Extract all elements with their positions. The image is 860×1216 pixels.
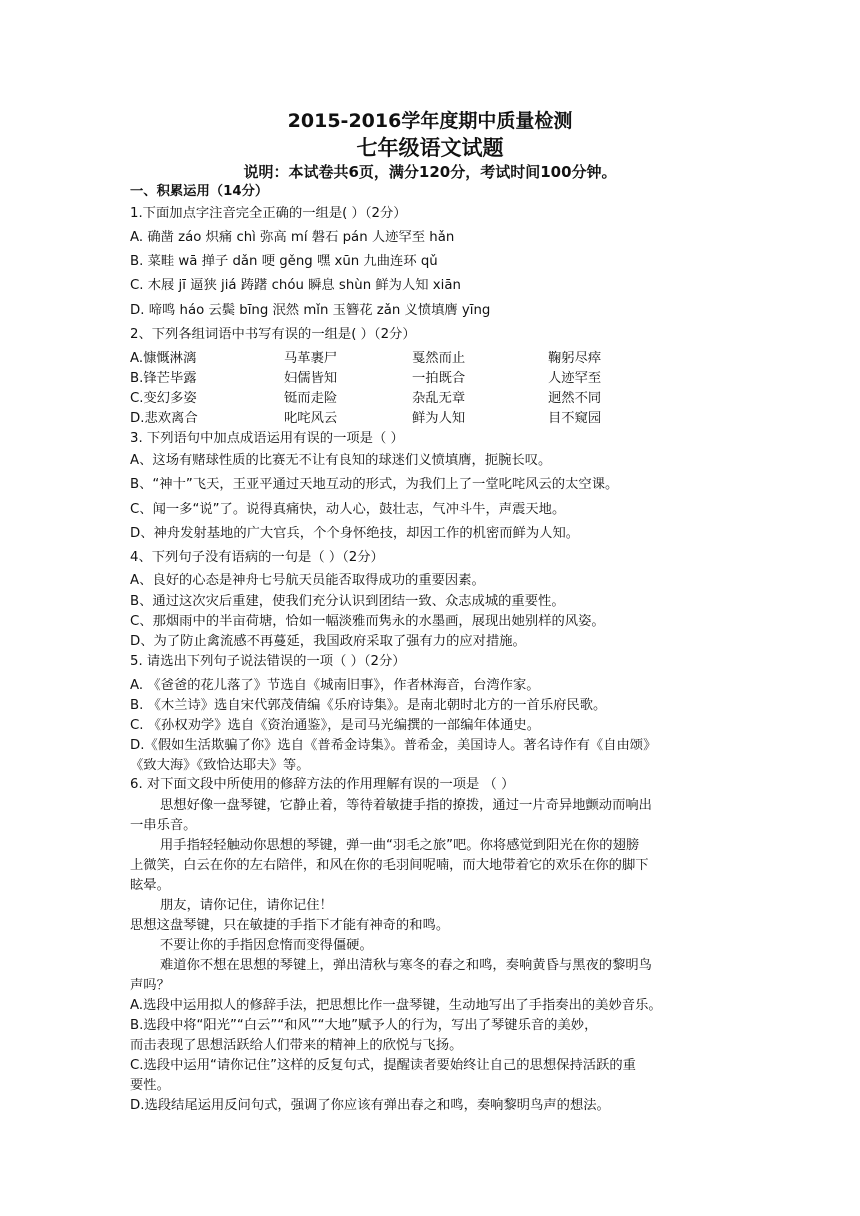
q5-option-d-continued: 《致大海》《致恰达耶夫》等。 — [130, 758, 310, 773]
q1-option-d: D. 啼鸣 háo 云鬓 bīng 泯然 mǐn 玉簪花 zǎn 义愤填膺 yīng — [130, 303, 491, 318]
exam-subtitle: 七年级语文试题 — [356, 136, 504, 160]
q5-option-a: A. 《爸爸的花儿落了》节选自《城南旧事》，作者林海音，台湾作家。 — [130, 678, 540, 693]
q3-stem: 3. 下列语句中加点成语运用有误的一项是（ ） — [130, 431, 404, 446]
q5-option-d: D.《假如生活欺骗了你》选自《普希金诗集》。普希金，美国诗人。著名诗作有《自由颂》 — [130, 738, 657, 753]
q4-option-c: C、那烟雨中的半亩荷塘，恰如一幅淡雅而隽永的水墨画，展现出她别样的风姿。 — [130, 614, 605, 629]
q1-stem: 1.下面加点字注音完全正确的一组是( ）（2分） — [130, 206, 407, 221]
q6-option-a: A.选段中运用拟人的修辞手法，把思想比作一盘琴键，生动地写出了手指奏出的美妙音乐。 — [130, 998, 662, 1013]
q2-cell: B.锋芒毕露 — [130, 371, 197, 386]
q5-stem: 5. 请选出下列句子说法错误的一项（ ）（2分） — [130, 654, 406, 669]
q6-option-c-continued: 要性。 — [130, 1078, 170, 1093]
q2-cell: 马革裹尸 — [284, 351, 338, 366]
q4-stem: 4、下列句子没有语病的一句是（ ）（2分） — [130, 550, 384, 565]
exam-instructions: 说明：本试卷共6页，满分120分，考试时间100分钟。 — [243, 163, 617, 181]
passage-line: 声吗？ — [130, 978, 170, 993]
q6-option-c: C.选段中运用“请你记住”这样的反复句式，提醒读者要始终让自己的思想保持活跃的重 — [130, 1058, 636, 1073]
q2-cell: 目不窥园 — [548, 411, 602, 426]
q2-cell: 杂乱无章 — [412, 391, 466, 406]
q2-cell: 铤而走险 — [284, 391, 338, 406]
passage-line: 上微笑，白云在你的左右陪伴，和风在你的毛羽间呢喃，而大地带着它的欢乐在你的脚下 — [130, 858, 649, 873]
q2-cell: D.悲欢离合 — [130, 411, 198, 426]
passage-line: 难道你不想在思想的琴键上，弹出清秋与寒冬的春之和鸣，奏响黄昏与黑夜的黎明鸟 — [160, 958, 652, 973]
passage-line: 一串乐音。 — [130, 818, 197, 833]
section-heading: 一、积累运用（14分） — [130, 184, 269, 199]
passage-line: 眩晕。 — [130, 878, 170, 893]
passage-line: 用手指轻轻触动你思想的琴键，弹一曲“羽毛之旅”吧。你将感觉到阳光在你的翅膀 — [160, 838, 640, 853]
q5-option-b: B. 《木兰诗》选自宋代郭茂倩编《乐府诗集》。是南北朝时北方的一首乐府民歌。 — [130, 698, 607, 713]
q2-cell: 人迹罕至 — [548, 371, 602, 386]
q2-cell: 戛然而止 — [412, 351, 466, 366]
q2-cell: 一拍既合 — [412, 371, 466, 386]
q2-cell: C.变幻多姿 — [130, 391, 197, 406]
q6-stem: 6. 对下面文段中所使用的修辞方法的作用理解有误的一项是 （ ） — [130, 777, 515, 792]
q4-option-b: B、通过这次灾后重建，使我们充分认识到团结一致、众志成城的重要性。 — [130, 594, 565, 609]
q3-option-a: A、这场有赌球性质的比赛无不让有良知的球迷们义愤填膺，扼腕长叹。 — [130, 453, 552, 468]
passage-line: 思想这盘琴键，只在敏捷的手指下才能有神奇的和鸣。 — [130, 918, 450, 933]
q6-option-b-continued: 而击表现了思想活跃给人们带来的精神上的欣悦与飞扬。 — [130, 1038, 463, 1053]
q4-option-a: A、良好的心态是神舟七号航天员能否取得成功的重要因素。 — [130, 573, 485, 588]
q1-option-c: C. 木屐 jī 逼狭 jiá 踌躇 chóu 瞬息 shùn 鲜为人知 xiān — [130, 278, 461, 293]
exam-title: 2015-2016学年度期中质量检测 — [287, 110, 573, 132]
q2-cell: 鲜为人知 — [412, 411, 466, 426]
q3-option-d: D、神舟发射基地的广大官兵，个个身怀绝技，却因工作的机密而鲜为人知。 — [130, 526, 580, 541]
passage-line: 朋友，请你记住，请你记住！ — [160, 898, 333, 913]
q2-cell: 叱咤风云 — [284, 411, 338, 426]
q5-option-c: C. 《孙权劝学》选自《资治通鉴》，是司马光编撰的一部编年体通史。 — [130, 718, 540, 733]
q3-option-b: B、“神十”飞天，王亚平通过天地互动的形式，为我们上了一堂叱咤风云的太空课。 — [130, 477, 619, 492]
q4-option-d: D、为了防止禽流感不再蔓延，我国政府采取了强有力的应对措施。 — [130, 634, 526, 649]
q2-cell: 鞠躬尽瘁 — [548, 351, 602, 366]
passage-line: 不要让你的手指因怠惰而变得僵硬。 — [160, 938, 373, 953]
q2-cell: 妇儒皆知 — [284, 371, 338, 386]
q3-option-c: C、闻一多“说”了。说得真痛快，动人心，鼓壮志，气冲斗牛，声震天地。 — [130, 502, 566, 517]
q2-cell: A.慷慨淋漓 — [130, 351, 197, 366]
q2-stem: 2、下列各组词语中书写有误的一组是( ）（2分） — [130, 327, 416, 342]
passage-line: 思想好像一盘琴键，它静止着，等待着敏捷手指的撩拨，通过一片奇异地颤动而响出 — [160, 798, 652, 813]
q1-option-b: B. 菜畦 wā 掸子 dǎn 哽 gěng 嘿 xūn 九曲连环 qǔ — [130, 254, 438, 269]
q2-cell: 迥然不同 — [548, 391, 602, 406]
q6-option-d: D.选段结尾运用反问句式，强调了你应该有弹出春之和鸣，奏响黎明鸟声的想法。 — [130, 1098, 610, 1113]
q1-option-a: A. 确凿 záo 炽痛 chì 弥高 mí 磐石 pán 人迹罕至 hǎn — [130, 230, 455, 245]
q6-option-b: B.选段中将“阳光”“白云”“和风”“大地”赋予人的行为，写出了琴键乐音的美妙， — [130, 1018, 598, 1033]
